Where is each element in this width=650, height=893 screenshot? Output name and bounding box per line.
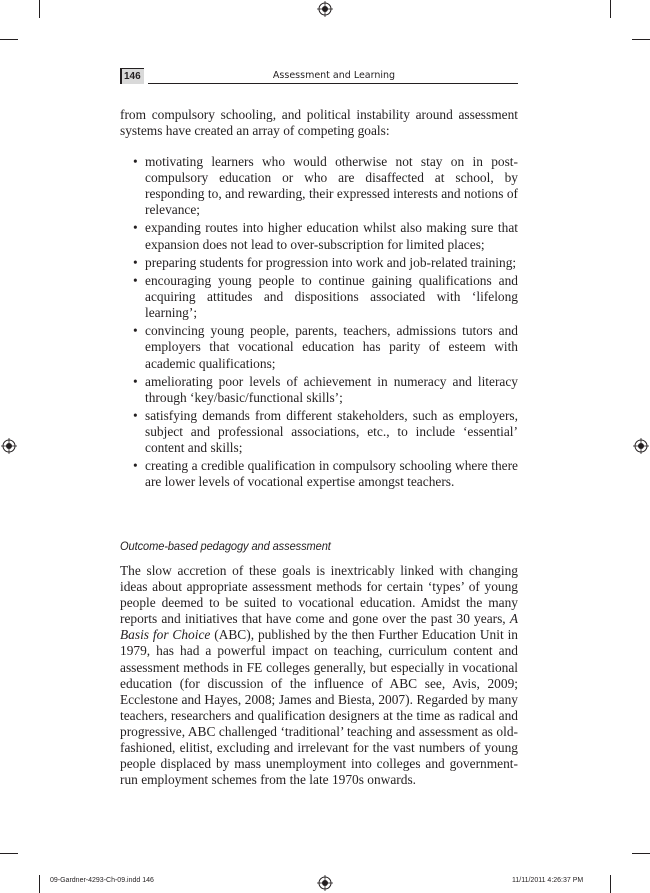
list-item: [120, 220, 518, 252]
registration-mark-top-icon: [317, 1, 333, 17]
running-head: [120, 67, 518, 85]
slug-timestamp: 11/11/2011 4:26:37 PM: [512, 877, 584, 884]
book-title: A Basis for Choice: [120, 611, 518, 643]
bullet-icon: •: [133, 154, 138, 169]
crop-mark-bottom-right: [610, 875, 611, 893]
list-item: [120, 255, 518, 271]
registration-mark-right-icon: [633, 438, 649, 454]
list-item-text: satisfying demands from different stakeholders, such as employers, subject and professional associations, etc., to include ‘essential’ content and skills;: [145, 407, 518, 456]
list-item-text: ameliorating poor levels of achievement in numeracy and literacy through ‘key/basic/functional skills’;: [145, 373, 518, 405]
running-head-title: Assessment and Learning: [272, 70, 396, 81]
crop-mark-bottom-left: [39, 875, 40, 893]
bullet-icon: •: [133, 407, 138, 423]
crop-mark-top-left-h: [0, 39, 18, 40]
goals-list: [120, 154, 518, 493]
intro-paragraph: from compulsory schooling, and political instability around assessment systems have created an array of competing goals:: [120, 107, 518, 139]
folio-box: [120, 68, 144, 84]
registration-mark-bottom-icon: [317, 875, 333, 891]
list-item-text: preparing students for progression into work and job-related training;: [145, 254, 517, 270]
list-item-text: convincing young people, parents, teachers, admissions tutors and employers that vocational education has parity of esteem with academic qualifications;: [145, 323, 518, 371]
crop-mark-top-left: [39, 0, 40, 18]
page-number: 146: [124, 71, 141, 82]
body-text-start: The slow accretion of these goals is inextricably linked with changing ideas about appropriate assessment methods for certain ‘types’ of young people deemed to be suited to vocational education. Amidst the many reports and initiatives that have come and gone over the past 30 years,: [120, 563, 518, 627]
list-item: [120, 154, 518, 218]
crop-mark-top-right-h: [632, 39, 650, 40]
body-paragraph: [120, 563, 518, 788]
running-head-rule: [148, 83, 518, 84]
crop-mark-top-right: [610, 0, 611, 18]
slug-filename: 09-Gardner-4293-Ch-09.indd 146: [50, 877, 154, 884]
list-item: [120, 408, 518, 456]
crop-mark-bottom-left-h: [0, 853, 18, 854]
section-heading: Outcome-based pedagogy and assessment: [120, 539, 331, 553]
registration-mark-left-icon: [1, 438, 17, 454]
bullet-icon: •: [133, 458, 138, 474]
bullet-icon: •: [133, 272, 138, 288]
bullet-icon: •: [133, 373, 138, 389]
bullet-icon: •: [133, 254, 138, 270]
list-item: [120, 273, 518, 321]
list-item-text: expanding routes into higher education whilst also making sure that expansion does not lead to over-subscription for limited places;: [145, 220, 518, 252]
list-item-text: creating a credible qualification in compulsory schooling where there are lower levels of vocational expertise amongst teachers.: [145, 458, 518, 490]
list-item-text: encouraging young people to continue gaining qualifications and acquiring attitudes and dispositions associated with ‘lifelong learning’;: [145, 272, 518, 321]
bullet-icon: •: [133, 220, 138, 236]
list-item-text: motivating learners who would otherwise not stay on in post-compulsory education or who are disaffected at school, by responding to, and rewarding, their expressed interests and notions of relevance;: [145, 154, 518, 218]
body-text-end: (ABC), published by the then Further Education Unit in 1979, has had a powerful impact on teaching, curriculum content and assessment methods in FE colleges generally, but especially in vocational education (for discussion of the influence of ABC see, Avis, 2009; Ecclestone and Hayes, 2008; James and Biesta, 2007). Regarded by many teachers, researchers and qualification designers at the time as radical and progressive, ABC challenged ‘traditional’ teaching and assessment as old-fashioned, elitist, excluding and irrelevant for the vast numbers of young people displaced by mass unemployment into colleges and government-run employment schemes from the late 1970s onwards.: [120, 627, 518, 788]
bullet-icon: •: [133, 323, 138, 339]
list-item: [120, 374, 518, 406]
crop-mark-bottom-right-h: [632, 853, 650, 854]
list-item: [120, 323, 518, 371]
list-item: [120, 458, 518, 490]
